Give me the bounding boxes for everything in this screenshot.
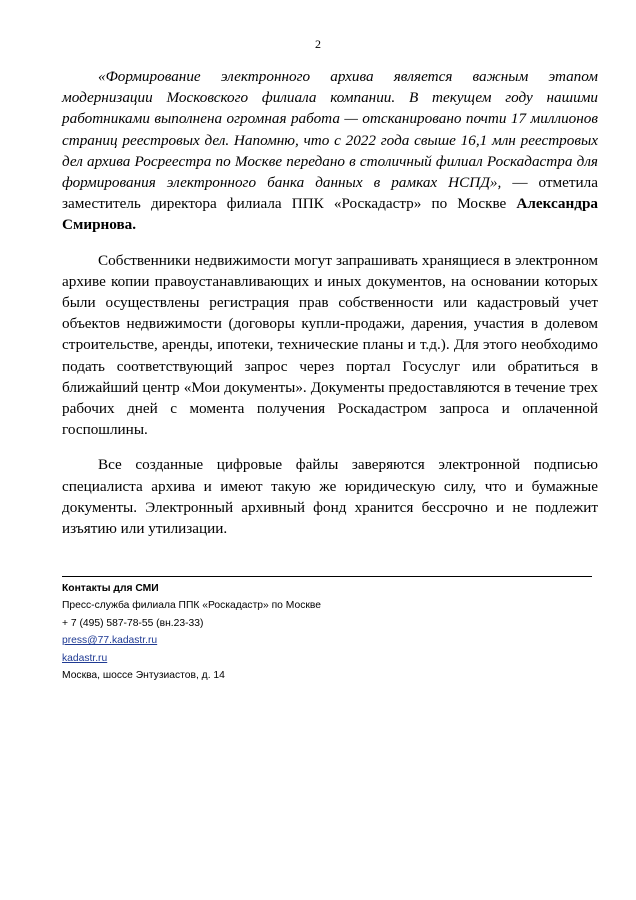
director-quote: «Формирование электронного архива является важным этапом модернизации Московского филиала компании. В текущем году нашими работниками выполнена огромная работа — отсканировано почти 17 миллионов страниц реестровых дел. Напомню, что с 2022 года свыше 16,1 млн реестровых дел архива Росреестра по Москве передано в столичный филиал Роскадастра для формирования электронного банка данных в рамках НСПД», xyxy=(62,68,598,192)
paragraph-quote xyxy=(62,66,598,236)
press-phone: + 7 (495) 587-78-55 (вн.23-33) xyxy=(62,617,204,629)
contacts-divider xyxy=(62,576,592,577)
media-contacts xyxy=(62,580,592,684)
speaker-name: Александра Смирнова. xyxy=(62,195,598,234)
office-address: Москва, шоссе Энтузиастов, д. 14 xyxy=(62,670,225,682)
page-number: 2 xyxy=(315,37,321,51)
press-release-body xyxy=(62,66,598,539)
paragraph-documents-request: Собственники недвижимости могут запрашивать хранящиеся в электронном архиве копии правоустанавливающих и иных документов, на основании которых были осуществлены регистрация прав собственности или кадастровый учет объектов недвижимости (договоры купли-продажи, дарения, участия в долевом строительстве, аренды, ипотеки, технические планы и т.д.). Для этого необходимо подать соответствующий запрос через портал Госуслуг или обратиться в ближайший центр «Мои документы». Документы предоставляются в течение трех рабочих дней с момента получения Роскадастром запроса и оплаченной госпошлины. xyxy=(62,251,598,439)
quote-attribution: — отметила заместитель директора филиала ППК «Роскадастр» по Москве xyxy=(62,174,598,213)
press-email-link[interactable]: press@77.kadastr.ru xyxy=(62,635,158,647)
paragraph-digital-signature: Все созданные цифровые файлы заверяются электронной подписью специалиста архива и имеют такую же юридическую силу, что и бумажные документы. Электронный архивный фонд хранится бессрочно и не подлежит изъятию или утилизации. xyxy=(62,456,598,538)
press-office-name: Пресс-служба филиала ППК «Роскадастр» по Москве xyxy=(62,600,321,612)
website-link[interactable]: kadastr.ru xyxy=(62,652,108,664)
contacts-heading: Контакты для СМИ xyxy=(62,583,159,594)
